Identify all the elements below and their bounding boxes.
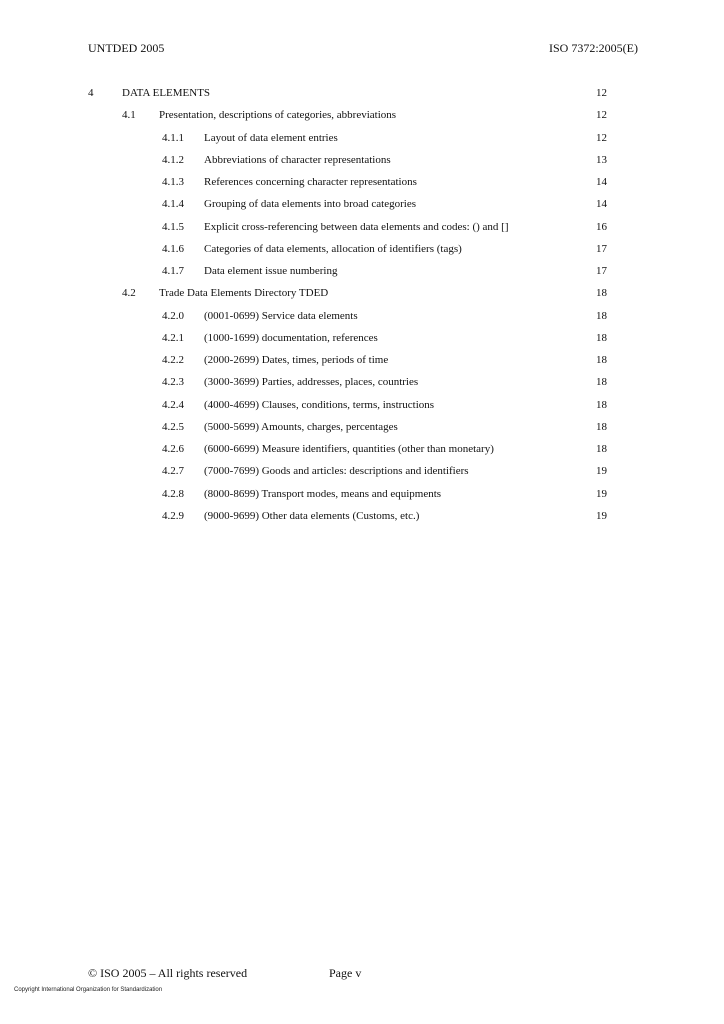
toc-entry[interactable]	[0, 510, 724, 532]
toc-entry-number: 4.2.4	[162, 398, 184, 411]
toc-entry-number: 4.1.2	[162, 153, 184, 166]
toc-entry-title: (2000-2699) Dates, times, periods of time	[204, 354, 389, 366]
toc-entry-page: 18	[596, 398, 607, 411]
toc-entry[interactable]	[0, 421, 724, 443]
toc-entry-title: (5000-5699) Amounts, charges, percentages	[204, 420, 398, 433]
toc-entry-number: 4.1.7	[162, 265, 184, 277]
toc-entry-page: 17	[596, 242, 607, 255]
toc-entry[interactable]	[0, 87, 724, 109]
toc-entry-number: 4.2.5	[162, 420, 184, 433]
toc-entry-page: 18	[596, 420, 607, 433]
toc-entry-page: 14	[596, 198, 607, 211]
copyright-notice: Copyright International Organization for Standardization	[14, 987, 163, 993]
toc-entry-number: 4.2.3	[162, 376, 184, 389]
toc-entry-number: 4.1.3	[162, 176, 184, 188]
toc-entry-title: Abbreviations of character representations	[204, 153, 391, 166]
toc-entry-number: 4.1.1	[162, 131, 184, 144]
toc-entry[interactable]	[0, 310, 724, 332]
toc-entry-title: Categories of data elements, allocation of identifiers (tags)	[204, 242, 462, 255]
toc-entry-title: Presentation, descriptions of categories, abbreviations	[159, 109, 397, 122]
toc-entry-title: Grouping of data elements into broad categories	[204, 198, 416, 211]
toc-entry[interactable]	[0, 132, 724, 154]
toc-entry-number: 4.1	[122, 109, 136, 122]
toc-entry[interactable]	[0, 176, 724, 198]
footer-rights: © ISO 2005 – All rights reserved	[88, 966, 248, 980]
toc-entry[interactable]	[0, 287, 724, 309]
toc-entry-number: 4.2.6	[162, 443, 184, 455]
toc-entry-number: 4.2.9	[162, 509, 184, 522]
toc-entry-page: 12	[596, 109, 607, 122]
toc-entry-title: References concerning character representations	[204, 176, 417, 188]
toc-entry-page: 18	[596, 354, 607, 366]
header-left: UNTDED 2005	[88, 41, 165, 55]
toc-entry-page: 18	[596, 331, 607, 344]
toc-entry-title: (6000-6699) Measure identifiers, quantities (other than monetary)	[204, 443, 494, 455]
toc-entry-title: (3000-3699) Parties, addresses, places, countries	[204, 376, 419, 389]
toc-entry[interactable]	[0, 376, 724, 398]
toc-entry-number: 4.2.1	[162, 331, 184, 344]
toc-entry-page: 19	[596, 509, 607, 522]
toc-entry-number: 4.2.8	[162, 487, 184, 500]
toc-entry-page: 12	[596, 131, 607, 144]
toc-entry-page: 12	[596, 87, 607, 99]
toc-entry-number: 4.2	[122, 287, 136, 300]
toc-entry-number: 4.1.5	[162, 220, 184, 233]
header-right: ISO 7372:2005(E)	[549, 41, 638, 55]
toc-entry[interactable]	[0, 221, 724, 243]
toc-entry[interactable]	[0, 443, 724, 465]
toc-entry-page: 18	[596, 376, 607, 389]
toc-entry-title: DATA ELEMENTS	[122, 87, 211, 99]
toc-entry-page: 16	[596, 220, 607, 233]
toc-entry-number: 4.1.6	[162, 242, 184, 255]
toc-entry-number: 4.2.0	[162, 309, 184, 322]
toc-entry[interactable]	[0, 198, 724, 220]
toc-entry-title: Explicit cross-referencing between data elements and codes: () and []	[204, 220, 509, 233]
toc-entry[interactable]	[0, 488, 724, 510]
toc-entry-page: 18	[596, 287, 607, 300]
toc-entry-title: (7000-7699) Goods and articles: descriptions and identifiers	[204, 465, 469, 478]
toc-entry-title: Data element issue numbering	[204, 265, 338, 277]
toc-entry-page: 13	[596, 153, 607, 166]
toc-entry[interactable]	[0, 109, 724, 131]
toc-entry-title: (0001-0699) Service data elements	[204, 309, 358, 322]
footer-page-label: Page v	[329, 966, 362, 980]
toc-entry[interactable]	[0, 332, 724, 354]
toc-entry-title: Trade Data Elements Directory TDED	[159, 287, 329, 300]
toc-entry-title: Layout of data element entries	[204, 131, 338, 144]
toc-entry-number: 4.1.4	[162, 198, 184, 211]
toc-entry-title: (8000-8699) Transport modes, means and equipments	[204, 487, 442, 500]
toc-entry[interactable]	[0, 354, 724, 376]
toc-entry-page: 14	[596, 176, 607, 188]
toc-entry[interactable]	[0, 243, 724, 265]
toc-entry-page: 19	[596, 487, 607, 500]
toc-entry-number: 4	[88, 87, 94, 99]
toc-entry[interactable]	[0, 265, 724, 287]
toc-entry-page: 17	[596, 265, 607, 277]
toc-entry-page: 19	[596, 465, 607, 478]
toc-entry[interactable]	[0, 154, 724, 176]
toc-entry[interactable]	[0, 465, 724, 487]
toc-entry-title: (4000-4699) Clauses, conditions, terms, instructions	[204, 398, 435, 411]
toc-entry-number: 4.2.7	[162, 465, 184, 478]
toc-entry-title: (9000-9699) Other data elements (Customs, etc.)	[204, 509, 420, 522]
toc-entry-number: 4.2.2	[162, 354, 184, 366]
toc-entry[interactable]	[0, 399, 724, 421]
toc-entry-title: (1000-1699) documentation, references	[204, 331, 378, 344]
toc-entry-page: 18	[596, 443, 607, 455]
toc-entry-page: 18	[596, 309, 607, 322]
table-of-contents	[0, 87, 724, 532]
